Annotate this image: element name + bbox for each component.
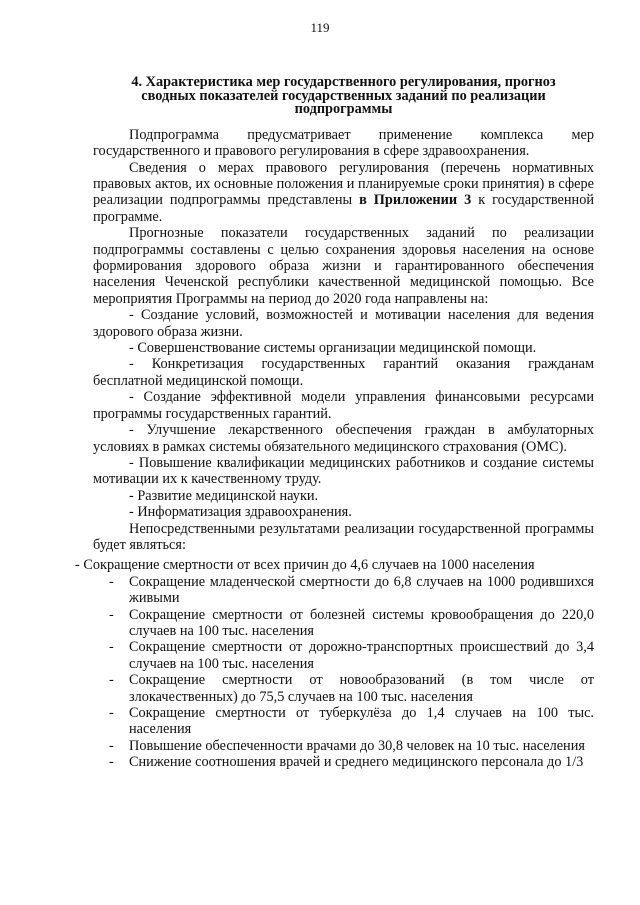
page-content bbox=[75, 74, 594, 771]
paragraph-forecast: Прогнозные показатели государственных заданий по реализации подпрограммы составлены с целью сохранения здоровья населения на основе формирования здорового образа жизни и гарантированного обеспечения населения Чеченской республики качественной медицинской помощью. Все мероприятия Программы на период до 2020 года направлены на: bbox=[93, 225, 594, 307]
paragraph-results-intro: Непосредственными результатами реализации государственной программы будет являться: bbox=[93, 520, 594, 553]
result-lead-item: - Сокращение смертности от всех причин до 4,6 случаев на 1000 населения bbox=[75, 557, 535, 574]
results-list bbox=[93, 574, 594, 771]
direction-item: - Создание эффективной модели управления финансовыми ресурсами программы государственных гарантий. bbox=[93, 389, 594, 422]
result-item: - Повышение обеспеченности врачами до 30,8 человек на 10 тыс. населения bbox=[93, 738, 594, 754]
section-heading-line-1: 4. Характеристика мер государственного регулирования, прогноз bbox=[131, 74, 556, 90]
direction-item: - Повышение квалификации медицинских работников и создание системы мотивации их к качественному труду. bbox=[93, 454, 594, 488]
section-heading-line-2: сводных показателей государственных заданий по реализации bbox=[141, 87, 546, 104]
direction-item: - Развитие медицинской науки. bbox=[129, 487, 319, 504]
paragraph-legal-acts-text: Сведения о мерах правового регулирования (перечень нормативных правовых актов, их основные положения и планируемые сроки принятия) в сфере реализации подпрограммы представлены bbox=[93, 159, 594, 209]
result-item: - Сокращение смертности от дорожно-транспортных происшествий до 3,4 случаев на 100 тыс. населения bbox=[93, 639, 594, 672]
result-item: - Сокращение смертности от туберкулёза до 1,4 случаев на 100 тыс. населения bbox=[93, 705, 594, 738]
direction-item: - Информатизация здравоохранения. bbox=[129, 504, 352, 521]
direction-item: - Конкретизация государственных гарантий оказания гражданам бесплатной медицинской помощи. bbox=[93, 356, 594, 389]
direction-item: - Улучшение лекарственного обеспечения граждан в амбулаторных условиях в рамках системы обязательного медицинского страхования (ОМС). bbox=[93, 422, 594, 455]
direction-item: - Совершенствование системы организации медицинской помощи. bbox=[129, 340, 537, 357]
result-item: - Сокращение младенческой смертности до 6,8 случаев на 1000 родившихся живыми bbox=[93, 574, 594, 607]
paragraph-legal-acts-tail: к государственной программе. bbox=[93, 192, 594, 225]
paragraph-regulation: Подпрограмма предусматривает применение комплекса мер государственного и правового регулирования в сфере здравоохранения. bbox=[93, 126, 594, 160]
page-number: 119 bbox=[310, 20, 330, 35]
section-heading-line-3: подпрограммы bbox=[294, 101, 393, 118]
result-item: - Сокращение смертности от новообразований (в том числе от злокачественных) до 75,5 случаев на 100 тыс. населения bbox=[93, 672, 594, 705]
paragraph-legal-acts bbox=[93, 160, 594, 226]
section-heading bbox=[93, 76, 594, 117]
result-item: - Сокращение смертности от болезней системы кровообращения до 220,0 случаев на 100 тыс. населения bbox=[93, 607, 594, 640]
direction-item: - Создание условий, возможностей и мотивации населения для ведения здорового образа жизни. bbox=[93, 307, 594, 340]
appendix-reference: в Приложении 3 bbox=[359, 192, 472, 209]
result-item: - Снижение соотношения врачей и среднего медицинского персонала до 1/3 bbox=[93, 754, 594, 770]
